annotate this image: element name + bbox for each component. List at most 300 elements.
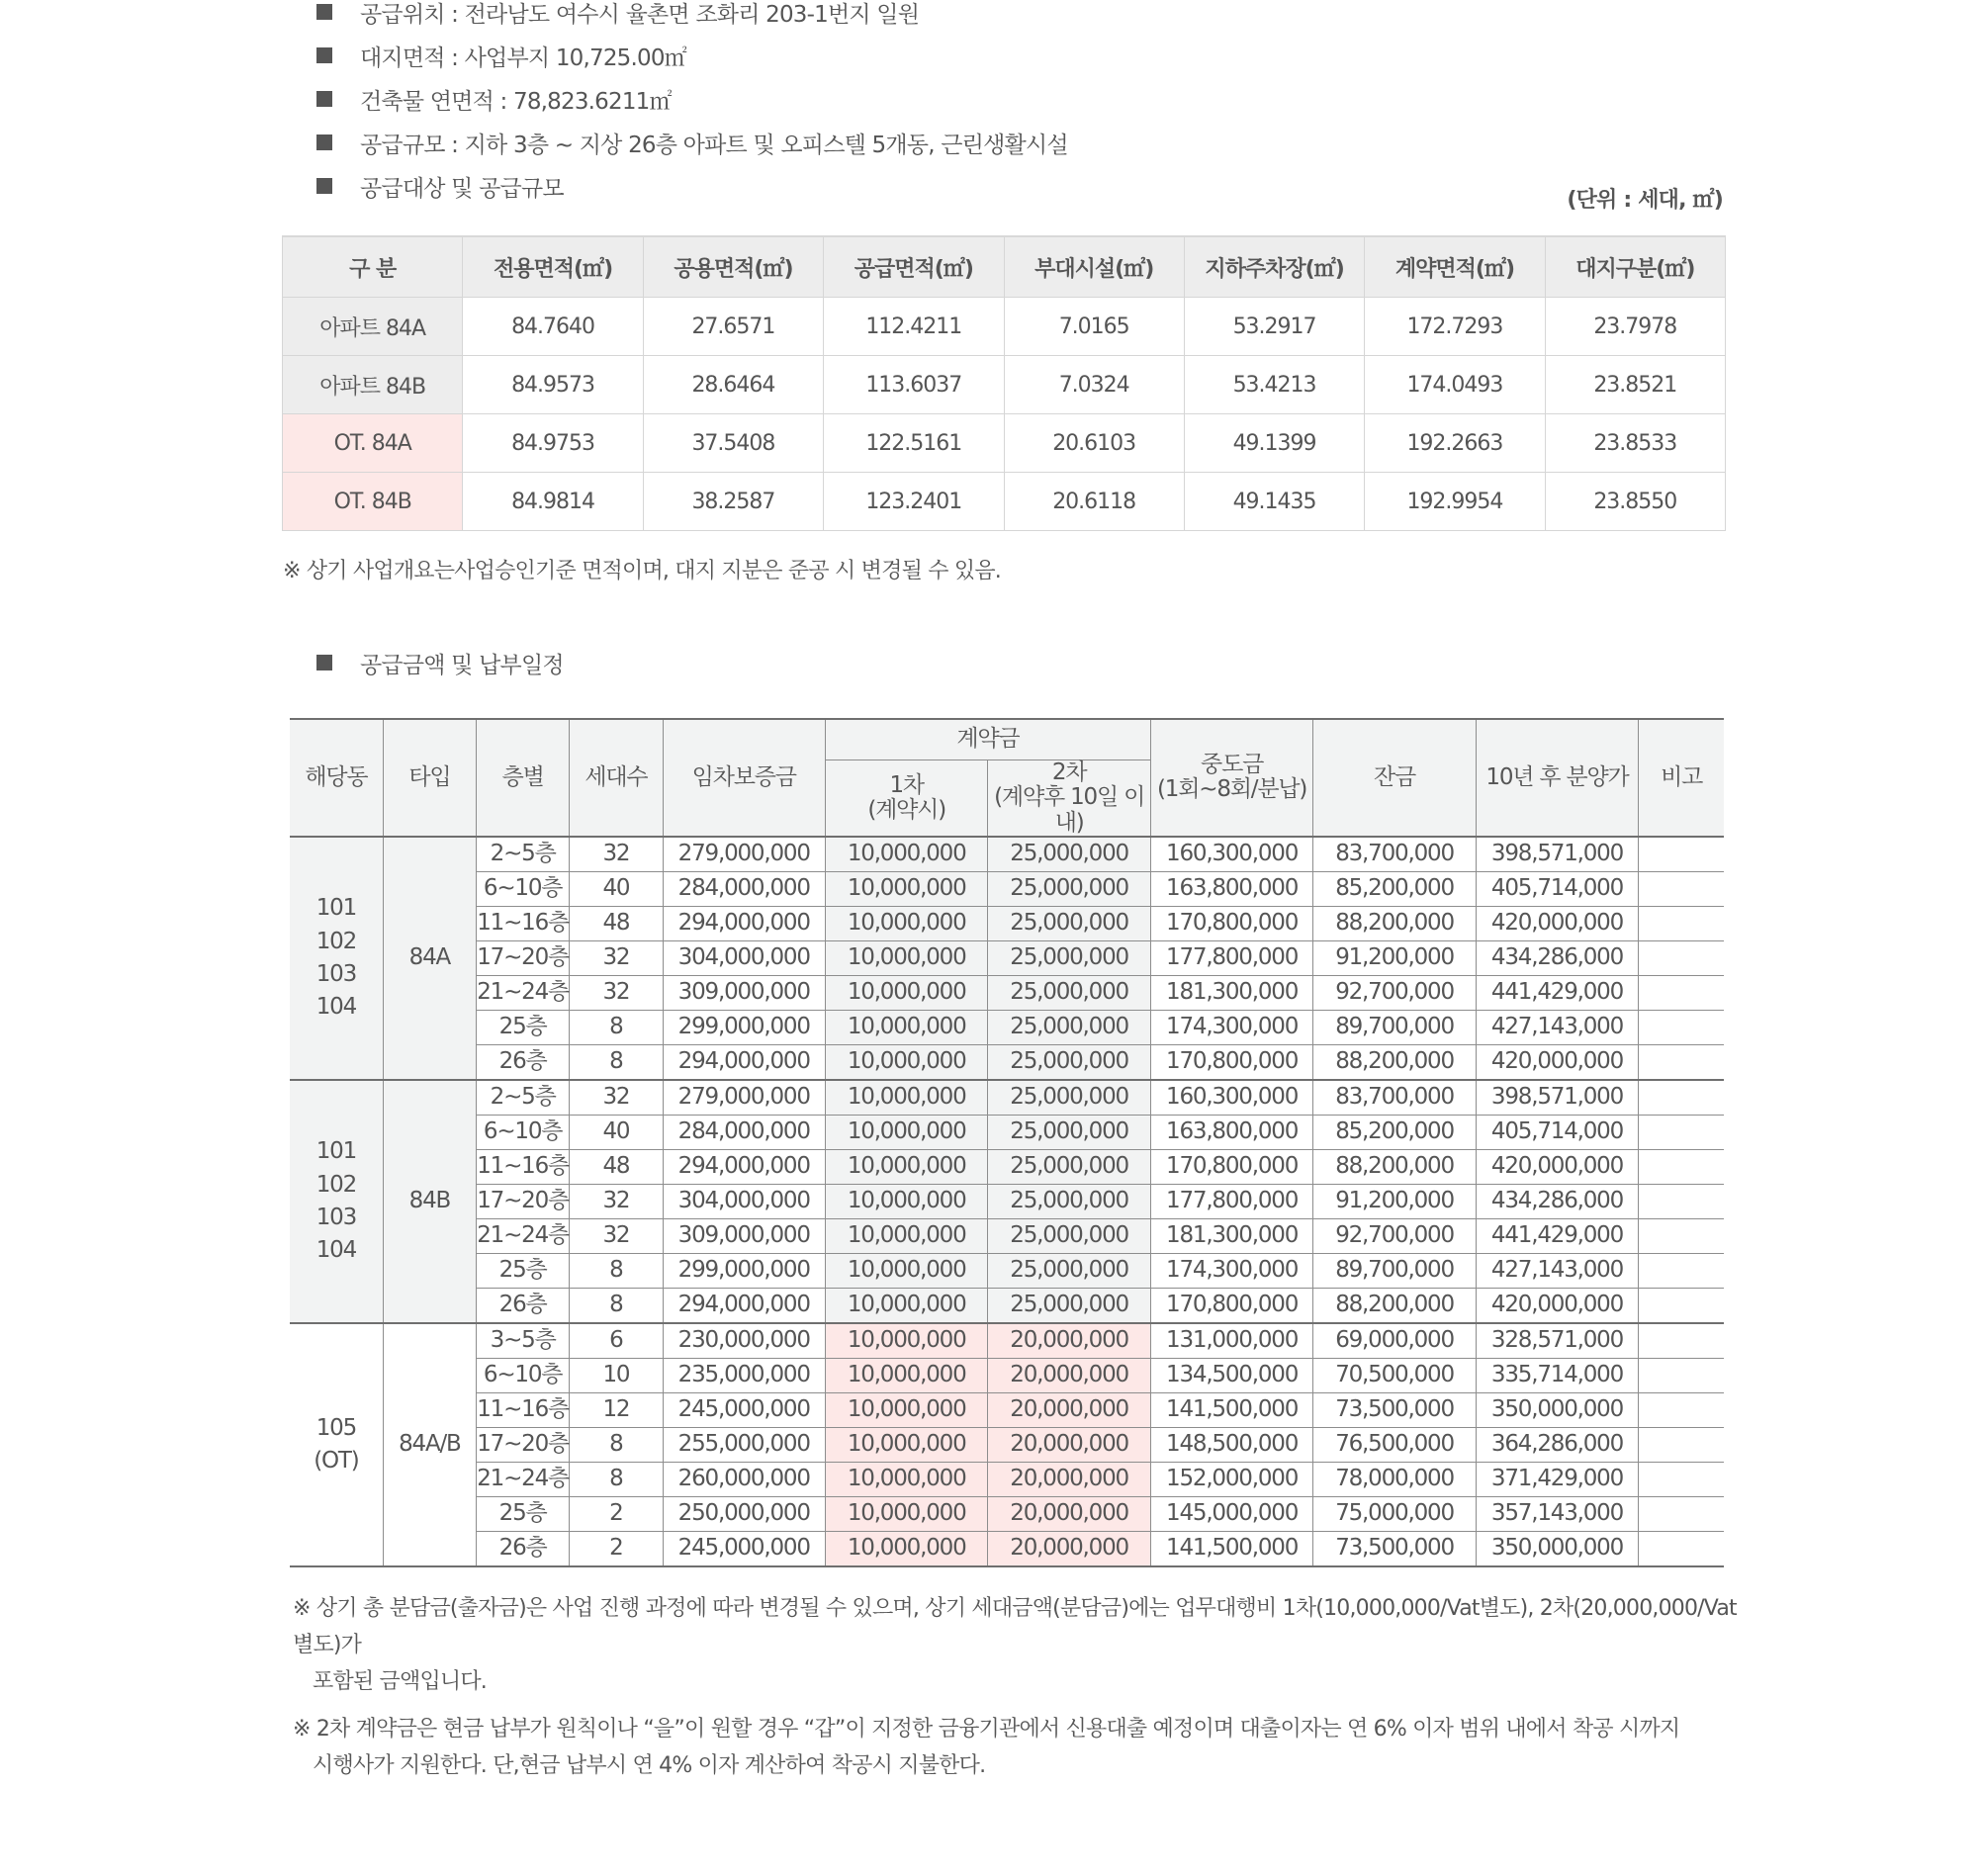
area-table-row xyxy=(283,414,1726,473)
building-number: 104 xyxy=(315,994,357,1021)
contract-1-cell: 10,000,000 xyxy=(825,1496,987,1531)
remarks-cell xyxy=(1639,1044,1724,1080)
price-table-row xyxy=(290,871,1724,906)
future-price-cell: 434,286,000 xyxy=(1476,940,1638,975)
area-value-cell: 38.2587 xyxy=(643,473,823,531)
floor-cell: 6~10층 xyxy=(477,871,570,906)
floor-cell: 11~16층 xyxy=(477,1149,570,1184)
remarks-cell xyxy=(1639,940,1724,975)
middle-cell: 141,500,000 xyxy=(1150,1392,1312,1427)
area-header-cell: 공급면적(㎡) xyxy=(824,236,1004,298)
future-price-cell: 357,143,000 xyxy=(1476,1496,1638,1531)
balance-cell: 89,700,000 xyxy=(1313,1010,1476,1044)
floor-cell: 21~24층 xyxy=(477,1218,570,1253)
area-value-cell: 122.5161 xyxy=(824,414,1004,473)
header-contract-1-sub: (계약시) xyxy=(867,796,945,823)
header-contract-1-title: 1차 xyxy=(889,771,924,798)
area-table-body xyxy=(283,298,1726,531)
area-value-cell: 49.1399 xyxy=(1184,414,1364,473)
overview-item-location xyxy=(316,0,1068,34)
overview-item-scale xyxy=(316,121,1068,164)
area-header-cell: 지하주차장(㎡) xyxy=(1184,236,1364,298)
middle-cell: 148,500,000 xyxy=(1150,1427,1312,1462)
area-value-cell: 20.6118 xyxy=(1004,473,1184,531)
future-price-cell: 434,286,000 xyxy=(1476,1184,1638,1218)
building-number: 101 xyxy=(315,1138,357,1165)
deposit-cell: 250,000,000 xyxy=(663,1496,825,1531)
middle-cell: 170,800,000 xyxy=(1150,906,1312,940)
area-row-label: 아파트 84B xyxy=(283,356,463,414)
units-cell: 2 xyxy=(570,1496,663,1531)
contract-1-cell: 10,000,000 xyxy=(825,1358,987,1392)
middle-cell: 134,500,000 xyxy=(1150,1358,1312,1392)
deposit-cell: 235,000,000 xyxy=(663,1358,825,1392)
remarks-cell xyxy=(1639,1115,1724,1149)
units-cell: 40 xyxy=(570,1115,663,1149)
area-table-row xyxy=(283,298,1726,356)
floor-cell: 6~10층 xyxy=(477,1358,570,1392)
units-cell: 32 xyxy=(570,837,663,872)
header-deposit: 임차보증금 xyxy=(663,719,825,837)
future-price-cell: 405,714,000 xyxy=(1476,871,1638,906)
units-cell: 48 xyxy=(570,906,663,940)
units-cell: 48 xyxy=(570,1149,663,1184)
middle-cell: 141,500,000 xyxy=(1150,1531,1312,1566)
floor-cell: 26층 xyxy=(477,1531,570,1566)
future-price-cell: 441,429,000 xyxy=(1476,1218,1638,1253)
contract-2-cell: 20,000,000 xyxy=(988,1323,1150,1359)
balance-cell: 85,200,000 xyxy=(1313,871,1476,906)
building-number: 101 xyxy=(315,895,357,922)
balance-cell: 76,500,000 xyxy=(1313,1427,1476,1462)
price-group xyxy=(290,1080,1724,1323)
price-table-row xyxy=(290,1427,1724,1462)
price-table-row xyxy=(290,1462,1724,1496)
remarks-cell xyxy=(1639,1184,1724,1218)
units-cell: 40 xyxy=(570,871,663,906)
remarks-cell xyxy=(1639,1080,1724,1116)
remarks-cell xyxy=(1639,906,1724,940)
area-value-cell: 7.0324 xyxy=(1004,356,1184,414)
type-cell: 84A xyxy=(383,837,476,1080)
contract-2-cell: 25,000,000 xyxy=(988,1149,1150,1184)
units-cell: 12 xyxy=(570,1392,663,1427)
balance-cell: 83,700,000 xyxy=(1313,1080,1476,1116)
units-cell: 32 xyxy=(570,1184,663,1218)
remarks-cell xyxy=(1639,1531,1724,1566)
future-price-cell: 350,000,000 xyxy=(1476,1531,1638,1566)
floor-cell: 25층 xyxy=(477,1253,570,1288)
contract-2-cell: 25,000,000 xyxy=(988,1184,1150,1218)
building-cell xyxy=(290,1080,383,1323)
future-price-cell: 398,571,000 xyxy=(1476,837,1638,872)
units-cell: 32 xyxy=(570,975,663,1010)
remarks-cell xyxy=(1639,1149,1724,1184)
price-notes xyxy=(293,1590,1737,1795)
price-table-row xyxy=(290,1358,1724,1392)
balance-cell: 88,200,000 xyxy=(1313,1044,1476,1080)
future-price-cell: 328,571,000 xyxy=(1476,1323,1638,1359)
area-value-cell: 174.0493 xyxy=(1365,356,1545,414)
area-note: ※ 상기 사업개요는사업승인기준 면적이며, 대지 지분은 준공 시 변경될 수 있음. xyxy=(283,559,1001,583)
future-price-cell: 427,143,000 xyxy=(1476,1253,1638,1288)
bullet-square-icon xyxy=(316,47,332,63)
overview-item-text: 공급대상 및 공급규모 xyxy=(360,175,564,202)
area-value-cell: 28.6464 xyxy=(643,356,823,414)
deposit-cell: 294,000,000 xyxy=(663,906,825,940)
building-number: 102 xyxy=(315,1171,357,1198)
contract-2-cell: 25,000,000 xyxy=(988,940,1150,975)
deposit-cell: 255,000,000 xyxy=(663,1427,825,1462)
area-row-label: 아파트 84A xyxy=(283,298,463,356)
overview-item-floor-area xyxy=(316,77,1068,121)
price-table-row xyxy=(290,975,1724,1010)
units-cell: 32 xyxy=(570,1080,663,1116)
future-price-cell: 350,000,000 xyxy=(1476,1392,1638,1427)
area-header-cell: 구 분 xyxy=(283,236,463,298)
price-note xyxy=(293,1711,1737,1784)
price-group xyxy=(290,837,1724,1080)
price-table-row xyxy=(290,940,1724,975)
contract-2-cell: 25,000,000 xyxy=(988,1044,1150,1080)
balance-cell: 69,000,000 xyxy=(1313,1323,1476,1359)
units-cell: 6 xyxy=(570,1323,663,1359)
overview-item-text: 공급규모 : 지하 3층 ~ 지상 26층 아파트 및 오피스텔 5개동, 근린생활시설 xyxy=(360,132,1068,158)
balance-cell: 92,700,000 xyxy=(1313,975,1476,1010)
type-cell: 84B xyxy=(383,1080,476,1323)
contract-1-cell: 10,000,000 xyxy=(825,1462,987,1496)
area-header-cell: 공용면적(㎡) xyxy=(643,236,823,298)
floor-cell: 6~10층 xyxy=(477,1115,570,1149)
area-value-cell: 172.7293 xyxy=(1365,298,1545,356)
deposit-cell: 245,000,000 xyxy=(663,1531,825,1566)
deposit-cell: 260,000,000 xyxy=(663,1462,825,1496)
deposit-cell: 309,000,000 xyxy=(663,1218,825,1253)
future-price-cell: 420,000,000 xyxy=(1476,1149,1638,1184)
floor-cell: 11~16층 xyxy=(477,1392,570,1427)
middle-cell: 160,300,000 xyxy=(1150,1080,1312,1116)
deposit-cell: 279,000,000 xyxy=(663,837,825,872)
area-value-cell: 23.8533 xyxy=(1545,414,1725,473)
contract-1-cell: 10,000,000 xyxy=(825,1323,987,1359)
contract-1-cell: 10,000,000 xyxy=(825,1392,987,1427)
middle-cell: 177,800,000 xyxy=(1150,940,1312,975)
contract-2-cell: 25,000,000 xyxy=(988,906,1150,940)
units-cell: 32 xyxy=(570,1218,663,1253)
area-value-cell: 23.7978 xyxy=(1545,298,1725,356)
price-table-row xyxy=(290,1218,1724,1253)
header-units: 세대수 xyxy=(570,719,663,837)
future-price-cell: 441,429,000 xyxy=(1476,975,1638,1010)
remarks-cell xyxy=(1639,1392,1724,1427)
middle-cell: 152,000,000 xyxy=(1150,1462,1312,1496)
floor-cell: 11~16층 xyxy=(477,906,570,940)
area-value-cell: 84.9814 xyxy=(463,473,643,531)
contract-2-cell: 20,000,000 xyxy=(988,1462,1150,1496)
remarks-cell xyxy=(1639,1010,1724,1044)
middle-cell: 163,800,000 xyxy=(1150,871,1312,906)
header-building: 해당동 xyxy=(290,719,383,837)
contract-1-cell: 10,000,000 xyxy=(825,1288,987,1323)
units-cell: 32 xyxy=(570,940,663,975)
contract-2-cell: 25,000,000 xyxy=(988,1253,1150,1288)
header-contract-1 xyxy=(825,760,987,837)
middle-cell: 170,800,000 xyxy=(1150,1149,1312,1184)
contract-2-cell: 25,000,000 xyxy=(988,1288,1150,1323)
contract-2-cell: 20,000,000 xyxy=(988,1392,1150,1427)
contract-2-cell: 20,000,000 xyxy=(988,1358,1150,1392)
deposit-cell: 304,000,000 xyxy=(663,1184,825,1218)
floor-cell: 21~24층 xyxy=(477,1462,570,1496)
balance-cell: 85,200,000 xyxy=(1313,1115,1476,1149)
balance-cell: 88,200,000 xyxy=(1313,1288,1476,1323)
units-cell: 8 xyxy=(570,1044,663,1080)
middle-cell: 174,300,000 xyxy=(1150,1010,1312,1044)
balance-cell: 91,200,000 xyxy=(1313,940,1476,975)
header-floor: 층별 xyxy=(477,719,570,837)
price-section-title xyxy=(316,641,564,684)
price-table-row xyxy=(290,1392,1724,1427)
middle-cell: 181,300,000 xyxy=(1150,975,1312,1010)
deposit-cell: 279,000,000 xyxy=(663,1080,825,1116)
middle-cell: 170,800,000 xyxy=(1150,1288,1312,1323)
overview-list xyxy=(316,0,1068,208)
header-future-price: 10년 후 분양가 xyxy=(1476,719,1638,837)
remarks-cell xyxy=(1639,1253,1724,1288)
contract-2-cell: 25,000,000 xyxy=(988,1218,1150,1253)
contract-1-cell: 10,000,000 xyxy=(825,906,987,940)
area-table-header-row xyxy=(283,236,1726,298)
remarks-cell xyxy=(1639,975,1724,1010)
balance-cell: 83,700,000 xyxy=(1313,837,1476,872)
deposit-cell: 294,000,000 xyxy=(663,1288,825,1323)
bullet-square-icon xyxy=(316,134,332,150)
area-header-cell: 계약면적(㎡) xyxy=(1365,236,1545,298)
price-table-row xyxy=(290,1044,1724,1080)
price-note xyxy=(293,1590,1737,1700)
header-type: 타입 xyxy=(383,719,476,837)
floor-cell: 25층 xyxy=(477,1496,570,1531)
future-price-cell: 364,286,000 xyxy=(1476,1427,1638,1462)
area-table-row xyxy=(283,356,1726,414)
contract-1-cell: 10,000,000 xyxy=(825,1010,987,1044)
contract-1-cell: 10,000,000 xyxy=(825,1218,987,1253)
price-table-row xyxy=(290,1010,1724,1044)
middle-cell: 177,800,000 xyxy=(1150,1184,1312,1218)
area-value-cell: 53.2917 xyxy=(1184,298,1364,356)
area-row-label: OT. 84A xyxy=(283,414,463,473)
future-price-cell: 335,714,000 xyxy=(1476,1358,1638,1392)
contract-1-cell: 10,000,000 xyxy=(825,1531,987,1566)
balance-cell: 92,700,000 xyxy=(1313,1218,1476,1253)
contract-1-cell: 10,000,000 xyxy=(825,1427,987,1462)
deposit-cell: 284,000,000 xyxy=(663,1115,825,1149)
contract-2-cell: 20,000,000 xyxy=(988,1531,1150,1566)
contract-2-cell: 25,000,000 xyxy=(988,1080,1150,1116)
floor-cell: 17~20층 xyxy=(477,1184,570,1218)
area-value-cell: 37.5408 xyxy=(643,414,823,473)
units-cell: 10 xyxy=(570,1358,663,1392)
middle-cell: 181,300,000 xyxy=(1150,1218,1312,1253)
area-value-cell: 23.8521 xyxy=(1545,356,1725,414)
price-table-header-row xyxy=(290,719,1724,760)
price-table-row xyxy=(290,1149,1724,1184)
contract-2-cell: 20,000,000 xyxy=(988,1496,1150,1531)
header-contract-2-title: 2차 xyxy=(1051,759,1087,785)
area-value-cell: 192.9954 xyxy=(1365,473,1545,531)
contract-2-cell: 25,000,000 xyxy=(988,871,1150,906)
overview-item-text: 공급위치 : 전라남도 여수시 율촌면 조화리 203-1번지 일원 xyxy=(360,1,920,28)
header-contract: 계약금 xyxy=(825,719,1150,760)
area-value-cell: 7.0165 xyxy=(1004,298,1184,356)
header-middle-sub: (1회~8회/분납) xyxy=(1157,776,1307,803)
bullet-square-icon xyxy=(316,91,332,107)
balance-cell: 88,200,000 xyxy=(1313,906,1476,940)
units-cell: 8 xyxy=(570,1288,663,1323)
price-note-line: 포함된 금액입니다. xyxy=(313,1669,488,1694)
building-number: (OT) xyxy=(314,1447,359,1474)
header-remarks: 비고 xyxy=(1639,719,1724,837)
header-contract-2 xyxy=(988,760,1150,837)
contract-1-cell: 10,000,000 xyxy=(825,1184,987,1218)
area-value-cell: 113.6037 xyxy=(824,356,1004,414)
units-cell: 8 xyxy=(570,1253,663,1288)
floor-cell: 3~5층 xyxy=(477,1323,570,1359)
units-cell: 2 xyxy=(570,1531,663,1566)
deposit-cell: 294,000,000 xyxy=(663,1044,825,1080)
overview-item-text: 대지면적 : 사업부지 10,725.00㎡ xyxy=(360,45,686,71)
balance-cell: 75,000,000 xyxy=(1313,1496,1476,1531)
bullet-square-icon xyxy=(316,4,332,20)
price-table-row xyxy=(290,906,1724,940)
middle-cell: 160,300,000 xyxy=(1150,837,1312,872)
area-value-cell: 53.4213 xyxy=(1184,356,1364,414)
deposit-cell: 309,000,000 xyxy=(663,975,825,1010)
area-value-cell: 49.1435 xyxy=(1184,473,1364,531)
floor-cell: 26층 xyxy=(477,1044,570,1080)
area-header-cell: 부대시설(㎡) xyxy=(1004,236,1184,298)
deposit-cell: 284,000,000 xyxy=(663,871,825,906)
remarks-cell xyxy=(1639,1496,1724,1531)
remarks-cell xyxy=(1639,1462,1724,1496)
area-header-cell: 전용면적(㎡) xyxy=(463,236,643,298)
floor-cell: 21~24층 xyxy=(477,975,570,1010)
type-cell: 84A/B xyxy=(383,1323,476,1566)
contract-1-cell: 10,000,000 xyxy=(825,1044,987,1080)
price-note-line: 시행사가 지원한다. 단,현금 납부시 연 4% 이자 계산하여 착공시 지불한다. xyxy=(313,1753,986,1778)
header-middle xyxy=(1150,719,1312,837)
building-number: 102 xyxy=(315,928,357,954)
remarks-cell xyxy=(1639,1288,1724,1323)
area-value-cell: 84.7640 xyxy=(463,298,643,356)
deposit-cell: 294,000,000 xyxy=(663,1149,825,1184)
area-value-cell: 27.6571 xyxy=(643,298,823,356)
unit-label: (단위 : 세대, ㎡) xyxy=(1567,188,1723,213)
units-cell: 8 xyxy=(570,1462,663,1496)
price-table-row xyxy=(290,1253,1724,1288)
bullet-square-icon xyxy=(316,178,332,194)
floor-cell: 17~20층 xyxy=(477,1427,570,1462)
price-table-row xyxy=(290,1288,1724,1323)
future-price-cell: 371,429,000 xyxy=(1476,1462,1638,1496)
future-price-cell: 420,000,000 xyxy=(1476,1044,1638,1080)
contract-1-cell: 10,000,000 xyxy=(825,1253,987,1288)
area-value-cell: 23.8550 xyxy=(1545,473,1725,531)
area-table-row xyxy=(283,473,1726,531)
contract-1-cell: 10,000,000 xyxy=(825,871,987,906)
overview-item-site-area xyxy=(316,34,1068,77)
remarks-cell xyxy=(1639,1323,1724,1359)
middle-cell: 163,800,000 xyxy=(1150,1115,1312,1149)
remarks-cell xyxy=(1639,1218,1724,1253)
remarks-cell xyxy=(1639,837,1724,872)
middle-cell: 170,800,000 xyxy=(1150,1044,1312,1080)
units-cell: 8 xyxy=(570,1427,663,1462)
balance-cell: 73,500,000 xyxy=(1313,1392,1476,1427)
building-cell xyxy=(290,837,383,1080)
area-row-label: OT. 84B xyxy=(283,473,463,531)
remarks-cell xyxy=(1639,1427,1724,1462)
building-number: 104 xyxy=(315,1237,357,1264)
middle-cell: 174,300,000 xyxy=(1150,1253,1312,1288)
floor-cell: 25층 xyxy=(477,1010,570,1044)
future-price-cell: 420,000,000 xyxy=(1476,906,1638,940)
deposit-cell: 299,000,000 xyxy=(663,1253,825,1288)
area-value-cell: 84.9753 xyxy=(463,414,643,473)
floor-cell: 2~5층 xyxy=(477,1080,570,1116)
building-cell xyxy=(290,1323,383,1566)
price-table-row xyxy=(290,1115,1724,1149)
balance-cell: 70,500,000 xyxy=(1313,1358,1476,1392)
contract-1-cell: 10,000,000 xyxy=(825,1149,987,1184)
bullet-square-icon xyxy=(316,655,332,670)
area-table xyxy=(282,235,1726,531)
contract-1-cell: 10,000,000 xyxy=(825,837,987,872)
price-table-row xyxy=(290,837,1724,872)
floor-cell: 26층 xyxy=(477,1288,570,1323)
future-price-cell: 420,000,000 xyxy=(1476,1288,1638,1323)
contract-2-cell: 25,000,000 xyxy=(988,837,1150,872)
contract-2-cell: 25,000,000 xyxy=(988,975,1150,1010)
area-value-cell: 192.2663 xyxy=(1365,414,1545,473)
contract-1-cell: 10,000,000 xyxy=(825,975,987,1010)
balance-cell: 78,000,000 xyxy=(1313,1462,1476,1496)
price-table-row xyxy=(290,1531,1724,1566)
remarks-cell xyxy=(1639,1358,1724,1392)
balance-cell: 89,700,000 xyxy=(1313,1253,1476,1288)
contract-2-cell: 25,000,000 xyxy=(988,1115,1150,1149)
building-number: 103 xyxy=(315,960,357,987)
price-note-line: ※ 상기 총 분담금(출자금)은 사업 진행 과정에 따라 변경될 수 있으며, 상기 세대금액(분담금)에는 업무대행비 1차(10,000,000/Vat별도), 2차(20,000,000/Vat별도)가 xyxy=(293,1596,1737,1657)
balance-cell: 73,500,000 xyxy=(1313,1531,1476,1566)
future-price-cell: 398,571,000 xyxy=(1476,1080,1638,1116)
header-middle-title: 중도금 xyxy=(1201,752,1264,778)
middle-cell: 145,000,000 xyxy=(1150,1496,1312,1531)
contract-1-cell: 10,000,000 xyxy=(825,940,987,975)
deposit-cell: 245,000,000 xyxy=(663,1392,825,1427)
price-table-row xyxy=(290,1496,1724,1531)
deposit-cell: 299,000,000 xyxy=(663,1010,825,1044)
balance-cell: 91,200,000 xyxy=(1313,1184,1476,1218)
building-number: 105 xyxy=(315,1414,357,1441)
price-group xyxy=(290,1323,1724,1566)
price-table-row xyxy=(290,1184,1724,1218)
units-cell: 8 xyxy=(570,1010,663,1044)
area-value-cell: 84.9573 xyxy=(463,356,643,414)
remarks-cell xyxy=(1639,871,1724,906)
price-table-row xyxy=(290,1323,1724,1359)
area-value-cell: 112.4211 xyxy=(824,298,1004,356)
